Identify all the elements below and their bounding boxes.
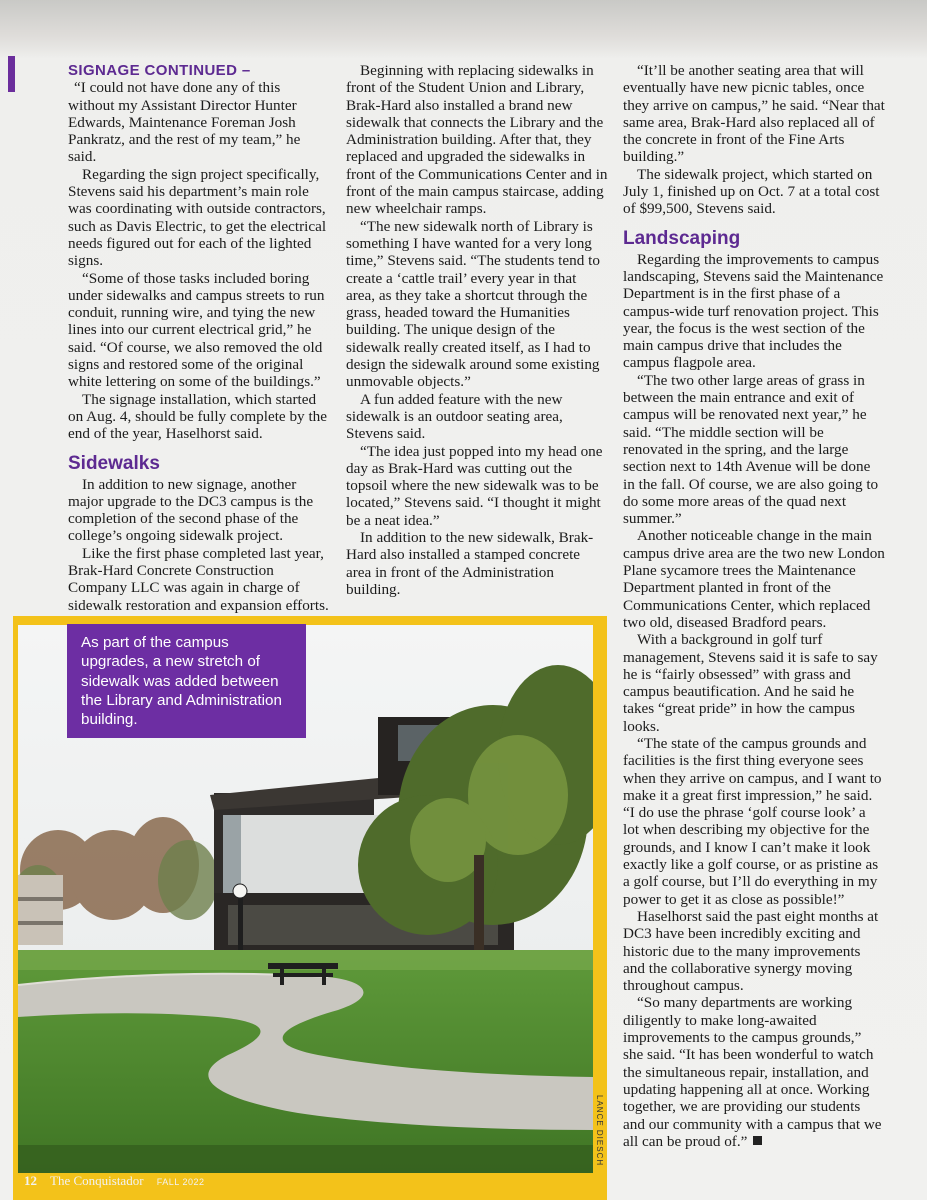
body-paragraph: “I could not have done any of this without my Assistant Director Hunter Edwards, Maintenance Foreman Josh Pankratz, and the rest of my team,” he said. — [68, 79, 301, 166]
body-paragraph: Another noticeable change in the main campus drive area are the two new London Plane sycamore trees the Maintenance Department planted in front of the Communications Center, which replaced two old, diseased Bradford pears. — [623, 527, 885, 631]
body-paragraph: The signage installation, which started on Aug. 4, should be fully complete by the end of the year, Haselhorst said. — [68, 390, 327, 443]
column-1 — [68, 62, 330, 614]
section-heading-landscaping: Landscaping — [623, 227, 741, 249]
body-paragraph: “The two other large areas of grass in between the main entrance and exit of campus will be renovated next year,” he said. “The middle section will be renovated in the spring, and the large section next to 14th Avenue will be done in the fall. Of course, we are also going to do some more areas of the quad next summer.” — [623, 371, 879, 528]
section-color-tab — [8, 56, 15, 92]
photo-credit: LANCE DIESCH — [595, 1095, 604, 1167]
issue-label: FALL 2022 — [156, 1177, 205, 1187]
body-paragraph: “The idea just popped into my head one day as Brak-Hard was cutting out the topsoil where the new sidewalk was to be located,” Stevens said. “I thought it might be a neat idea.” — [346, 442, 603, 529]
body-paragraph: Haselhorst said the past eight months at DC3 have been incredibly exciting and historic due to the many improvements and the collaborative synergy moving throughout campus. — [623, 907, 879, 995]
body-paragraph: “Some of those tasks included boring under sidewalks and campus streets to run conduit, running wire, and tying the new lines into our current electrical grid,” he said. “Of course, we also removed the old signs and restored some of the original white lettering on some of the buildings.” — [68, 269, 325, 391]
page-number: 12 — [24, 1173, 37, 1188]
body-paragraph: Beginning with replacing sidewalks in front of the Student Union and Library, Brak-Hard also installed a brand new sidewalk that connects the Library and the Administration building. After that, they replaced and upgraded the sidewalks in front of the Communications Center and in front of the main campus staircase, adding new wheelchair ramps. — [346, 62, 608, 218]
section-kicker: SIGNAGE CONTINUED – — [68, 62, 251, 79]
body-paragraph — [623, 994, 885, 1150]
publication-name: The Conquistador — [50, 1173, 144, 1188]
body-paragraph: The sidewalk project, which started on July 1, finished up on Oct. 7 at a total cost of $99,500, Stevens said. — [623, 165, 880, 218]
photo-caption: As part of the campus upgrades, a new stretch of sidewalk was added between the Library and Administration building. — [67, 624, 306, 738]
body-paragraph: “The state of the campus grounds and facilities is the first thing everyone sees when they arrive on campus, and I want to make it a great first impression,” he said. “I do use the phrase ‘golf course look’ a lot when describing my objective for the grounds, and I know I can’t make it look exactly like a golf course, or as pristine as a golf course, but I’ll do everything in my power to get it as close as possible!” — [623, 734, 882, 908]
page-footer — [24, 1173, 204, 1189]
body-paragraph: Like the first phase completed last year, Brak-Hard Concrete Construction Company LLC was again in charge of sidewalk restoration and expansion efforts. — [68, 544, 329, 614]
body-paragraph: In addition to new signage, another major upgrade to the DC3 campus is the completion of the second phase of the college’s ongoing sidewalk project. — [68, 475, 314, 545]
column-3 — [623, 62, 885, 1150]
body-paragraph: In addition to the new sidewalk, Brak-Hard also installed a stamped concrete area in front of the Administration building. — [346, 529, 594, 598]
final-paragraph-text: “So many departments are working diligently to make long-awaited improvements to the campus grounds,” she said. “It has been wonderful to watch the simultaneous repair, installation, and updating happening all at once. Working together, we are providing our students and our community with a campus that we all can be proud of.” — [623, 994, 882, 1150]
body-paragraph: Regarding the sign project specifically, Stevens said his department’s main role was coordinating with outside contractors, such as Davis Electric, to get the electrical needs figured out for each of the lighted signs. — [68, 165, 327, 270]
end-of-story-mark — [753, 1136, 762, 1145]
body-paragraph: Regarding the improvements to campus landscaping, Stevens said the Maintenance Department is in the first phase of a campus-wide turf renovation project. This year, the focus is the west section of the main campus drive that includes the campus flagpole area. — [623, 250, 884, 372]
body-paragraph: “It’ll be another seating area that will eventually have new picnic tables, once they arrive on campus,” he said. “Near that same area, Brak-Hard also replaced all of the concrete in front of the Fine Arts building.” — [623, 62, 885, 166]
column-2 — [346, 62, 608, 598]
body-paragraph: With a background in golf turf management, Stevens said it is safe to say he is “fairly obsessed” with grass and campus beautification. And he said he takes “great pride” in how the campus looks. — [623, 631, 878, 735]
section-heading-sidewalks: Sidewalks — [68, 452, 160, 474]
body-paragraph: “The new sidewalk north of Library is something I have wanted for a very long time,” Stevens said. “The students tend to create a ‘cattle trail’ every year in that area, as they take a shortcut through the grass, headed toward the Humanities building. The unique design of the sidewalk really created itself, as I had to design the sidewalk around some existing unmovable objects.” — [346, 217, 600, 391]
body-paragraph: A fun added feature with the new sidewalk is an outdoor seating area, Stevens said. — [346, 390, 563, 443]
page-scan-shadow — [0, 0, 927, 58]
